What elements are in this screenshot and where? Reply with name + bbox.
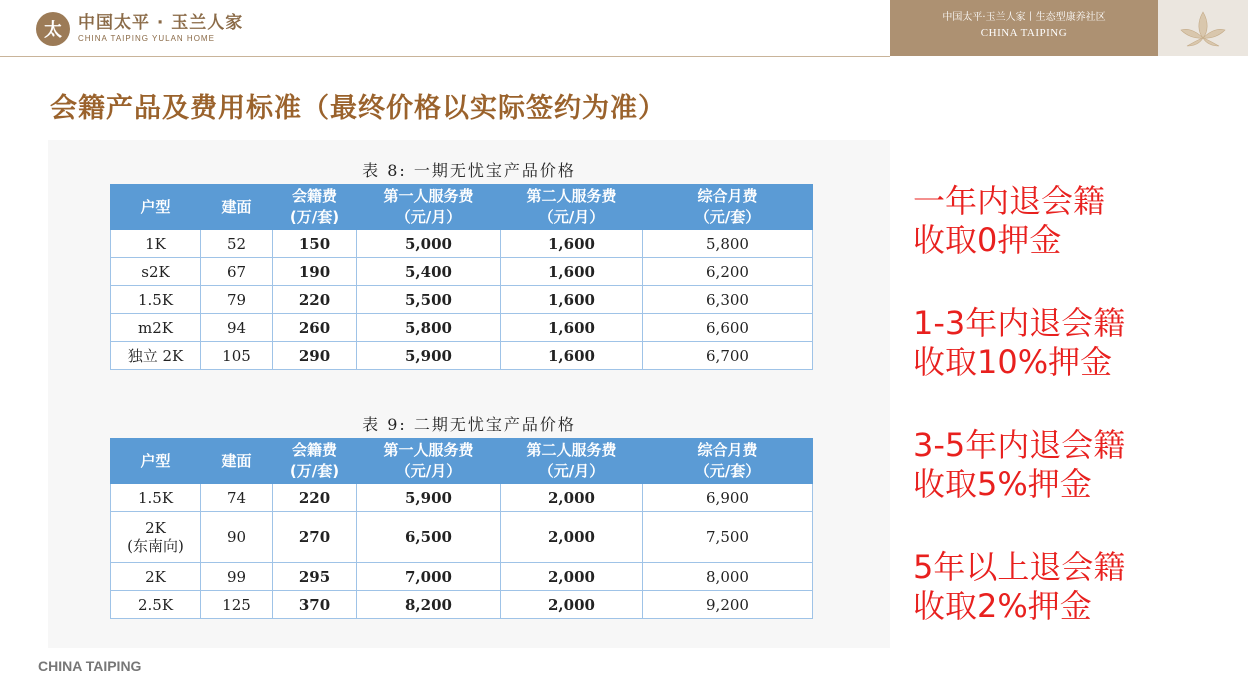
table-cell: s2K: [111, 258, 201, 286]
column-header: 会籍费 (万/套): [273, 185, 357, 230]
table-cell: 2,000: [501, 512, 643, 563]
table-cell: 1.5K: [111, 286, 201, 314]
table-cell: 6,500: [357, 512, 501, 563]
table-cell: 5,500: [357, 286, 501, 314]
header-line-2: CHINA TAIPING: [980, 27, 1068, 39]
column-header: 会籍费 (万/套): [273, 439, 357, 484]
refund-note-line: 收取10%押金: [913, 343, 1113, 381]
table-cell: 1,600: [501, 314, 643, 342]
table-cell: 270: [273, 512, 357, 563]
refund-note-line: 收取5%押金: [913, 465, 1092, 503]
column-header: 第二人服务费 （元/月）: [501, 185, 643, 230]
table-cell: 105: [201, 342, 273, 370]
table-cell: 1K: [111, 230, 201, 258]
table-cell: 6,700: [643, 342, 813, 370]
table-cell: 74: [201, 484, 273, 512]
table-cell: 6,300: [643, 286, 813, 314]
refund-note-line: 3-5年内退会籍: [913, 426, 1126, 464]
table-cell: 290: [273, 342, 357, 370]
refund-note: [913, 182, 1125, 260]
column-header: 第一人服务费 （元/月）: [357, 185, 501, 230]
table-cell: 220: [273, 484, 357, 512]
brand-name-en: CHINA TAIPING YULAN HOME: [78, 34, 215, 43]
table-cell: 5,900: [357, 342, 501, 370]
table-row: [111, 314, 813, 342]
header-line-1: 中国太平·玉兰人家丨生态型康养社区: [942, 12, 1106, 23]
refund-note: [913, 426, 1125, 504]
refund-note: [913, 548, 1125, 626]
page-title: 会籍产品及费用标准（最终价格以实际签约为准）: [50, 93, 666, 124]
table-cell: 5,800: [643, 230, 813, 258]
table-cell: 5,900: [357, 484, 501, 512]
table-cell: 94: [201, 314, 273, 342]
table-cell: 8,000: [643, 563, 813, 591]
table-cell: 2,000: [501, 563, 643, 591]
brand-mark-icon: 太: [36, 12, 70, 46]
table1-caption: 表 8: 一期无忧宝产品价格: [362, 161, 576, 180]
table-row: [111, 512, 813, 563]
table-row: [111, 258, 813, 286]
table-cell: 190: [273, 258, 357, 286]
table-cell: 6,200: [643, 258, 813, 286]
brand-name-cn: 中国太平 · 玉兰人家: [78, 13, 244, 33]
table-cell: 9,200: [643, 591, 813, 619]
table-cell: 2,000: [501, 591, 643, 619]
column-header: 综合月费 （元/套）: [643, 439, 813, 484]
table-row: [111, 286, 813, 314]
table-cell: 295: [273, 563, 357, 591]
table-row: [111, 342, 813, 370]
table-cell: 2,000: [501, 484, 643, 512]
refund-note-line: 收取0押金: [913, 221, 1062, 259]
column-header: 综合月费 （元/套）: [643, 185, 813, 230]
table-cell: 260: [273, 314, 357, 342]
phase2-price-table: [110, 438, 813, 619]
table-cell: 1.5K: [111, 484, 201, 512]
table-cell: 90: [201, 512, 273, 563]
table-cell: 5,400: [357, 258, 501, 286]
table-cell: 2K (东南向): [111, 512, 201, 563]
table-cell: 150: [273, 230, 357, 258]
price-tables-panel: [48, 140, 890, 648]
column-header: 户型: [111, 185, 201, 230]
table-header-row: [111, 185, 813, 230]
column-header: 第一人服务费 （元/月）: [357, 439, 501, 484]
table-row: [111, 563, 813, 591]
table-cell: 220: [273, 286, 357, 314]
table-header-row: [111, 439, 813, 484]
table-row: [111, 591, 813, 619]
table-cell: 370: [273, 591, 357, 619]
column-header: 建面: [201, 439, 273, 484]
header-banner: [890, 0, 1158, 56]
table-cell: 7,500: [643, 512, 813, 563]
table-cell: 8,200: [357, 591, 501, 619]
footer-brand: CHINA TAIPING: [38, 658, 142, 674]
table-cell: 52: [201, 230, 273, 258]
table-cell: 1,600: [501, 286, 643, 314]
phase1-price-table: [110, 184, 813, 370]
refund-note-line: 一年内退会籍: [913, 182, 1106, 220]
table-cell: 67: [201, 258, 273, 286]
table-cell: 独立 2K: [111, 342, 201, 370]
table-row: [111, 484, 813, 512]
table-cell: 7,000: [357, 563, 501, 591]
refund-note-line: 收取2%押金: [913, 587, 1092, 625]
table-cell: 1,600: [501, 230, 643, 258]
table-cell: 2K: [111, 563, 201, 591]
refund-note: [913, 304, 1125, 382]
column-header: 户型: [111, 439, 201, 484]
table-cell: 1,600: [501, 258, 643, 286]
table-cell: 79: [201, 286, 273, 314]
table-cell: m2K: [111, 314, 201, 342]
table-cell: 125: [201, 591, 273, 619]
table-cell: 6,900: [643, 484, 813, 512]
column-header: 建面: [201, 185, 273, 230]
magnolia-icon: [1158, 0, 1248, 56]
table-cell: 6,600: [643, 314, 813, 342]
brand-logo: [36, 12, 243, 46]
refund-note-line: 5年以上退会籍: [913, 548, 1126, 586]
table-cell: 2.5K: [111, 591, 201, 619]
table-row: [111, 230, 813, 258]
table-cell: 1,600: [501, 342, 643, 370]
refund-notes: [913, 182, 1125, 670]
refund-note-line: 1-3年内退会籍: [913, 304, 1126, 342]
table-cell: 5,000: [357, 230, 501, 258]
table2-caption: 表 9: 二期无忧宝产品价格: [362, 415, 576, 434]
column-header: 第二人服务费 （元/月）: [501, 439, 643, 484]
table-cell: 5,800: [357, 314, 501, 342]
header-divider: [0, 56, 890, 57]
table-cell: 99: [201, 563, 273, 591]
